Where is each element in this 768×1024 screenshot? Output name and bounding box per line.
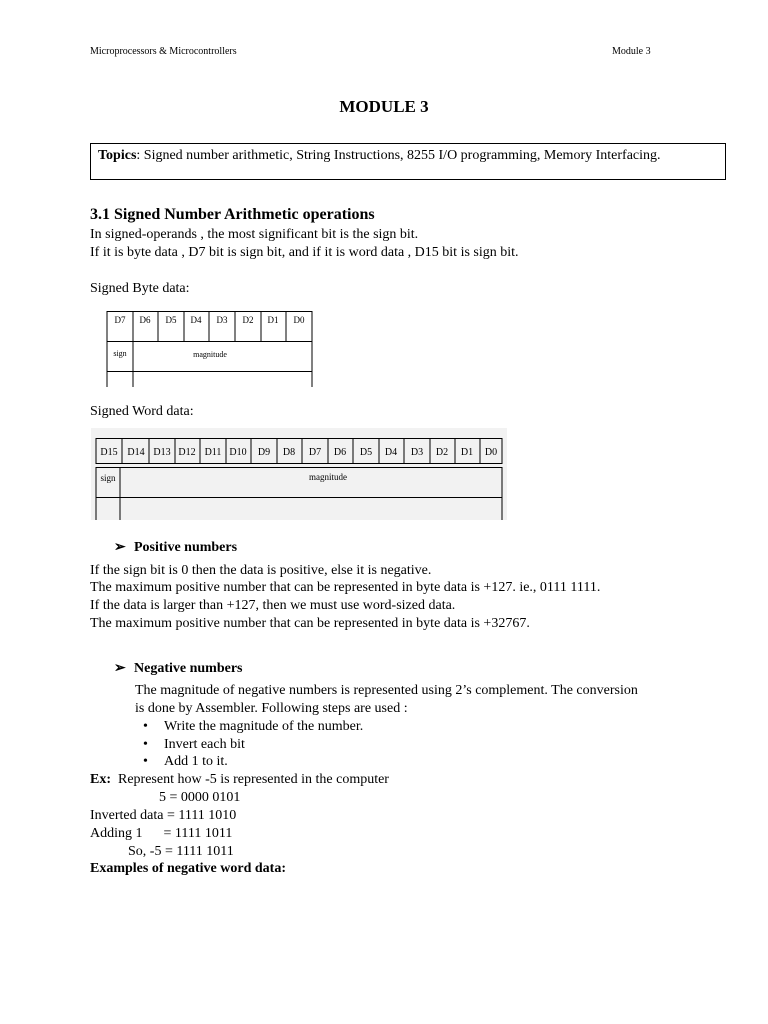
arrow-bullet-icon: ➢ xyxy=(114,661,126,676)
word-bit-d7: D7 xyxy=(308,447,322,458)
topics-label: Topics xyxy=(98,148,137,163)
word-bit-d14: D14 xyxy=(127,447,145,458)
byte-sign-label: sign xyxy=(113,349,127,358)
positive-line-1: If the sign bit is 0 then the data is positive, else it is negative. xyxy=(90,563,432,578)
step-1: Write the magnitude of the number. xyxy=(164,719,364,734)
intro-line-1: In signed-operands , the most significant bit is the sign bit. xyxy=(90,227,419,242)
header-course-title: Microprocessors & Microcontrollers xyxy=(90,46,237,57)
byte-bit-d4: D4 xyxy=(190,315,202,325)
step-2: Invert each bit xyxy=(164,737,245,752)
example-line-3: Adding 1 = 1111 1011 xyxy=(90,826,233,841)
word-bit-d11: D11 xyxy=(204,447,222,458)
word-bit-d1: D1 xyxy=(460,447,474,458)
word-sign-label: sign xyxy=(100,473,116,483)
topics-box xyxy=(90,143,726,180)
bullet-dot-icon: • xyxy=(143,737,148,752)
byte-dividers xyxy=(133,311,286,341)
word-bit-d15: D15 xyxy=(100,447,118,458)
example-label: Ex: xyxy=(90,772,111,787)
bullet-dot-icon: • xyxy=(143,754,148,769)
bullet-dot-icon: • xyxy=(143,719,148,734)
example-footer: Examples of negative word data: xyxy=(90,861,286,876)
signed-byte-diagram xyxy=(104,311,314,387)
byte-bit-d2: D2 xyxy=(242,315,254,325)
step-3: Add 1 to it. xyxy=(164,754,228,769)
word-bit-d2: D2 xyxy=(435,447,449,458)
positive-line-2: The maximum positive number that can be represented in byte data is +127. ie., 0111 1111. xyxy=(90,580,601,595)
topics-text: : Signed number arithmetic, String Instructions, 8255 I/O programming, Memory Interfacing. xyxy=(136,148,661,163)
byte-caption: Signed Byte data: xyxy=(90,281,190,296)
negative-heading-text: Negative numbers xyxy=(134,661,243,676)
positive-heading-text: Positive numbers xyxy=(134,540,238,555)
word-bit-d8: D8 xyxy=(282,447,296,458)
arrow-bullet-icon: ➢ xyxy=(114,540,126,555)
word-bit-d9: D9 xyxy=(257,447,271,458)
negative-line-1: The magnitude of negative numbers is represented using 2’s complement. The conversion xyxy=(135,683,638,698)
word-bit-d5: D5 xyxy=(359,447,373,458)
byte-magnitude-label: magnitude xyxy=(193,350,227,359)
example-text: Represent how -5 is represented in the computer xyxy=(118,772,389,787)
word-magnitude-label: magnitude xyxy=(309,472,347,482)
negative-line-2: is done by Assembler. Following steps are used : xyxy=(135,701,408,716)
word-bit-d6: D6 xyxy=(333,447,347,458)
example-line-4: So, -5 = 1111 1011 xyxy=(128,844,234,859)
byte-bit-d0: D0 xyxy=(293,315,305,325)
word-bit-d10: D10 xyxy=(229,447,247,458)
page-title: MODULE 3 xyxy=(339,97,429,116)
word-bit-d13: D13 xyxy=(153,447,171,458)
byte-bit-d5: D5 xyxy=(165,315,177,325)
word-bit-d3: D3 xyxy=(410,447,424,458)
section-heading: 3.1 Signed Number Arithmetic operations xyxy=(90,206,375,223)
intro-line-2: If it is byte data , D7 bit is sign bit, and if it is word data , D15 bit is sign bit. xyxy=(90,245,519,260)
byte-bit-d3: D3 xyxy=(216,315,228,325)
byte-bit-d1: D1 xyxy=(267,315,279,325)
positive-line-4: The maximum positive number that can be represented in byte data is +32767. xyxy=(90,616,530,631)
example-line-2: Inverted data = 1111 1010 xyxy=(90,808,237,823)
byte-bit-d6: D6 xyxy=(139,315,151,325)
word-bit-d4: D4 xyxy=(384,447,398,458)
word-caption: Signed Word data: xyxy=(90,404,194,419)
header-module: Module 3 xyxy=(612,46,651,57)
example-line-1: 5 = 0000 0101 xyxy=(159,790,241,805)
word-bit-d0: D0 xyxy=(484,447,498,458)
positive-heading xyxy=(114,539,237,556)
signed-word-diagram xyxy=(91,428,507,520)
negative-heading xyxy=(114,660,243,677)
byte-bit-d7: D7 xyxy=(114,315,126,325)
word-bit-d12: D12 xyxy=(178,447,196,458)
positive-line-3: If the data is larger than +127, then we must use word-sized data. xyxy=(90,598,456,613)
example-line xyxy=(90,772,389,788)
